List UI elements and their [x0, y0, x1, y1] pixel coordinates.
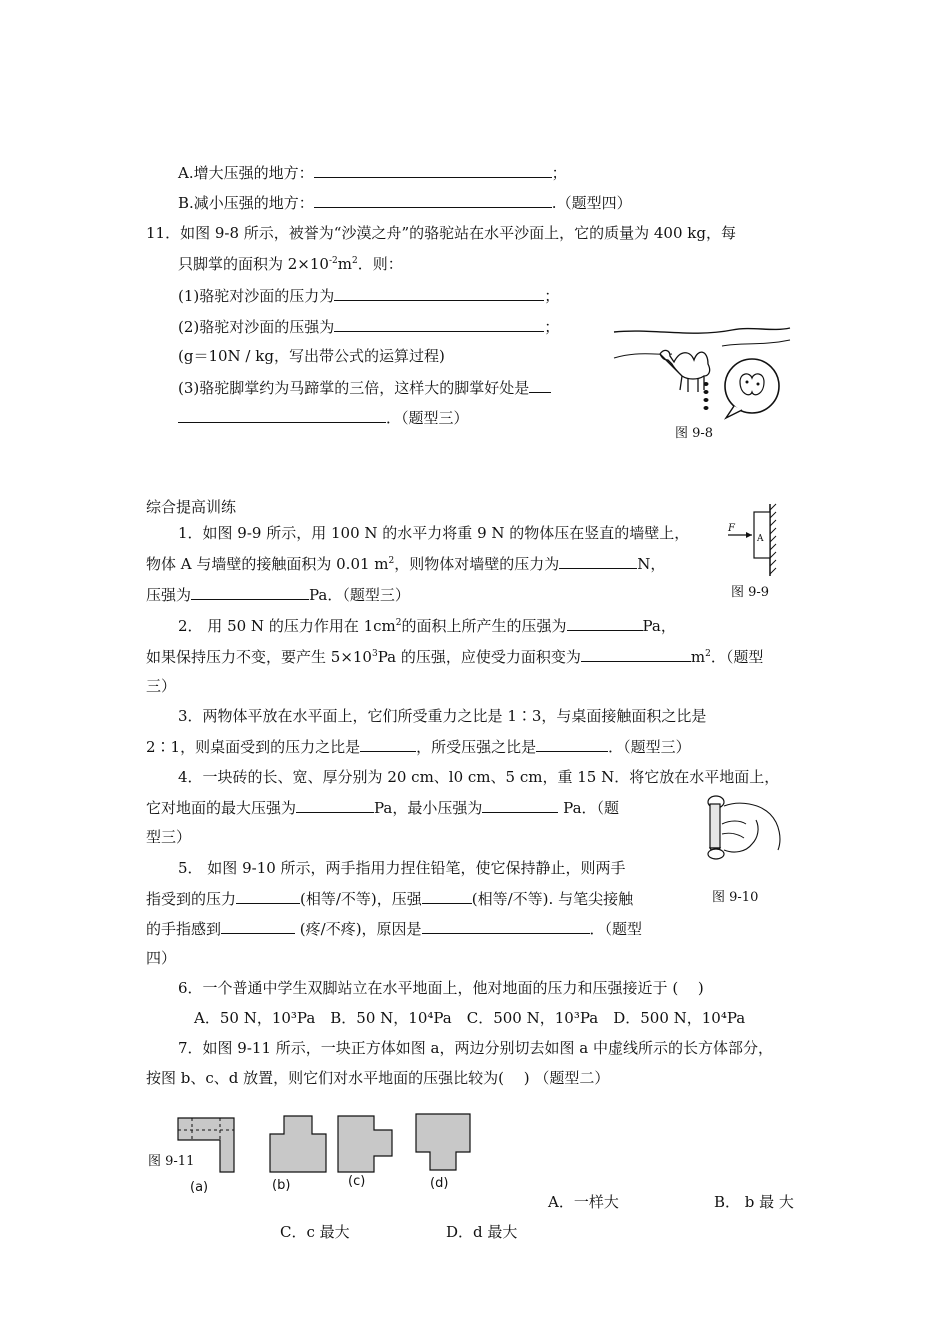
- c3-line2-end: ．（题型三）: [608, 738, 691, 756]
- c1-line1: 1．如图 9-9 所示，用 100 N 的水平力将重 9 N 的物体压在竖直的墙壁上，: [178, 524, 690, 542]
- c1-line3-end: Pa．（题型三）: [309, 586, 410, 604]
- q10-line-b: [178, 192, 632, 213]
- c7-line1: 7．如图 9-11 所示，一块正方体如图 a，两边分别切去如图 a 中虚线所示的长方体部分，: [178, 1039, 773, 1057]
- c2-area-blank[interactable]: [581, 646, 691, 662]
- pencil-figure: [700, 790, 786, 882]
- fig-label-b: (b): [272, 1178, 291, 1193]
- c1-line2-exp: 2: [388, 556, 395, 566]
- c2-line2-pre: 如果保持压力不变，要产生 5×10: [146, 648, 372, 666]
- fig-label-a: (a): [190, 1180, 209, 1195]
- c3-pressure-ratio-blank[interactable]: [536, 736, 608, 752]
- c3-force-ratio-blank[interactable]: [360, 736, 416, 752]
- c6-line1: 6．一个普通中学生双脚站立在水平地面上，他对地面的压力和压强接近于 ( ): [178, 979, 704, 997]
- q11-p1-blank[interactable]: [334, 285, 544, 301]
- c5-pain-blank[interactable]: [221, 918, 295, 934]
- c1-force-blank[interactable]: [559, 553, 637, 569]
- q11-p2-end: ；: [544, 318, 560, 336]
- c5-line2-pre: 指受到的压力: [146, 890, 237, 908]
- wall-figure: [722, 500, 782, 580]
- c2-line2-unit: m: [690, 648, 706, 666]
- fig-9-10-caption: 图 9-10: [712, 890, 759, 905]
- c5-line3-end: ．（题型: [589, 920, 643, 938]
- q11-p3-blank-a[interactable]: [529, 377, 551, 393]
- c5-line4: 四）: [146, 949, 177, 967]
- q11-p2-blank[interactable]: [334, 316, 544, 332]
- q11-line2-post: ．则：: [357, 255, 403, 273]
- q11-p3-end: ．（题型三）: [386, 409, 469, 427]
- q11-line2-exp2: 2: [351, 256, 358, 266]
- wall-figure-f-label: F: [728, 523, 735, 534]
- q11-line1: 11．如图 9-8 所示，被誉为“沙漠之舟”的骆驼站在水平沙面上，它的质量为 400 kg，每: [146, 224, 736, 242]
- c2-line3: 三）: [146, 677, 177, 695]
- q11-line2: [178, 254, 403, 274]
- section-title: 综合提高训练: [146, 498, 237, 516]
- q10-b-label: B.减小压强的地方：: [178, 194, 314, 212]
- q11-part1: [178, 285, 559, 306]
- c1-line2-end: N，: [637, 555, 666, 573]
- q11-part3-cont: [178, 407, 469, 428]
- q10-a-blank[interactable]: [314, 162, 552, 178]
- c3-line2-mid: ，所受压强之比是: [416, 738, 537, 756]
- c3-line1: 3．两物体平放在水平面上，它们所受重力之比是 1∶3，与桌面接触面积之比是: [178, 707, 707, 725]
- q11-part3: [178, 377, 551, 398]
- q10-a-end: ；: [551, 164, 567, 182]
- c2-line2-post: Pa 的压强，应使受力面积变为: [377, 648, 581, 666]
- c5-line3: [146, 918, 642, 939]
- c7-option-c: C．c 最大: [280, 1223, 350, 1241]
- q11-part2: [178, 316, 559, 337]
- fig-label-d: (d): [430, 1176, 449, 1191]
- q10-b-blank[interactable]: [314, 192, 552, 208]
- c5-force-blank[interactable]: [236, 888, 300, 904]
- c2-line2-end: ．（题型: [710, 648, 764, 666]
- c2-line1-pre: 2． 用 50 N 的压力作用在 1cm: [178, 617, 396, 635]
- c2-pressure-blank[interactable]: [567, 615, 643, 631]
- c3-line2: [146, 736, 691, 757]
- c3-line2-pre: 2∶1，则桌面受到的压力之比是: [146, 738, 361, 756]
- c4-min-blank[interactable]: [482, 797, 558, 813]
- q11-p1-end: ；: [544, 287, 560, 305]
- c1-line3: [146, 584, 410, 605]
- q11-p3-label: (3)骆驼脚掌约为马蹄掌的三倍，这样大的脚掌好处是: [178, 379, 530, 397]
- c2-line1-end: Pa，: [642, 617, 676, 635]
- q11-p1-label: (1)骆驼对沙面的压力为: [178, 287, 335, 305]
- camel-figure: [612, 320, 792, 430]
- c7-option-d: D．d 最大: [446, 1223, 518, 1241]
- c4-line1: 4．一块砖的长、宽、厚分别为 20 cm、l0 cm、5 cm，重 15 N．将它放在水平地面上，: [178, 768, 780, 786]
- c5-reason-blank[interactable]: [422, 918, 590, 934]
- q11-line2-mid: m: [337, 255, 352, 273]
- c4-line3: 型三）: [146, 828, 192, 846]
- c5-line3-pre: 的手指感到: [146, 920, 222, 938]
- fig-9-11-caption: 图 9-11: [148, 1154, 195, 1169]
- c2-line1-post: 的面积上所产生的压强为: [401, 617, 567, 635]
- c5-line1: 5． 如图 9-10 所示，两手指用力捏住铅笔，使它保持静止，则两手: [178, 859, 626, 877]
- c2-line2: [146, 646, 763, 667]
- c1-line3-pre: 压强为: [146, 586, 192, 604]
- c5-line2-mid: (相等/不等)，压强: [300, 890, 422, 908]
- q10-line-a: [178, 162, 567, 183]
- q10-a-label: A.增大压强的地方：: [178, 164, 314, 182]
- c4-line2-end: Pa．（题: [558, 799, 620, 817]
- fig-9-9-caption: 图 9-9: [731, 585, 770, 600]
- c1-line2: [146, 553, 665, 574]
- c1-line2-post: ，则物体对墙壁的压力为: [394, 555, 560, 573]
- c5-pressure-blank[interactable]: [422, 888, 472, 904]
- c6-options: A．50 N，10³Pa B．50 N，10⁴Pa C．500 N，10³Pa D．500 N，10⁴Pa: [194, 1009, 746, 1027]
- c5-line2: [146, 888, 633, 909]
- c4-max-blank[interactable]: [296, 797, 374, 813]
- c7-line2: 按图 b、c、d 放置，则它们对水平地面的压强比较为( ) （题型二）: [146, 1069, 610, 1087]
- c2-line2-unit-exp: 2: [705, 649, 711, 659]
- c4-line2-mid: Pa，最小压强为: [374, 799, 483, 817]
- q11-line2-pre: 只脚掌的面积为 2×10: [178, 255, 329, 273]
- c1-line2-pre: 物体 A 与墙壁的接触面积为 0.01 m: [146, 555, 389, 573]
- q10-b-end: .（题型四）: [551, 194, 632, 212]
- c2-line1: [178, 615, 676, 636]
- wall-figure-a-label: A: [757, 534, 764, 544]
- c2-line1-exp: 2: [395, 618, 402, 628]
- q11-p2-note: (g＝10N / kg，写出带公式的运算过程): [178, 347, 445, 365]
- q11-p2-label: (2)骆驼对沙面的压强为: [178, 318, 335, 336]
- c4-line2: [146, 797, 619, 818]
- c1-pressure-blank[interactable]: [191, 584, 309, 600]
- c5-line3-mid: (疼/不疼)，原因是: [295, 920, 422, 938]
- c7-option-a: A．一样大: [548, 1193, 619, 1211]
- c4-line2-pre: 它对地面的最大压强为: [146, 799, 297, 817]
- c5-line2-end: (相等/不等). 与笔尖接触: [471, 890, 634, 908]
- c7-option-b: B． b 最 大: [714, 1193, 794, 1211]
- q11-line2-exp: -2: [328, 256, 338, 266]
- q11-p3-blank-b[interactable]: [178, 407, 386, 423]
- fig-label-c: (c): [348, 1174, 366, 1189]
- c2-line2-exp: 3: [371, 649, 378, 659]
- fig-9-8-caption: 图 9-8: [675, 426, 714, 441]
